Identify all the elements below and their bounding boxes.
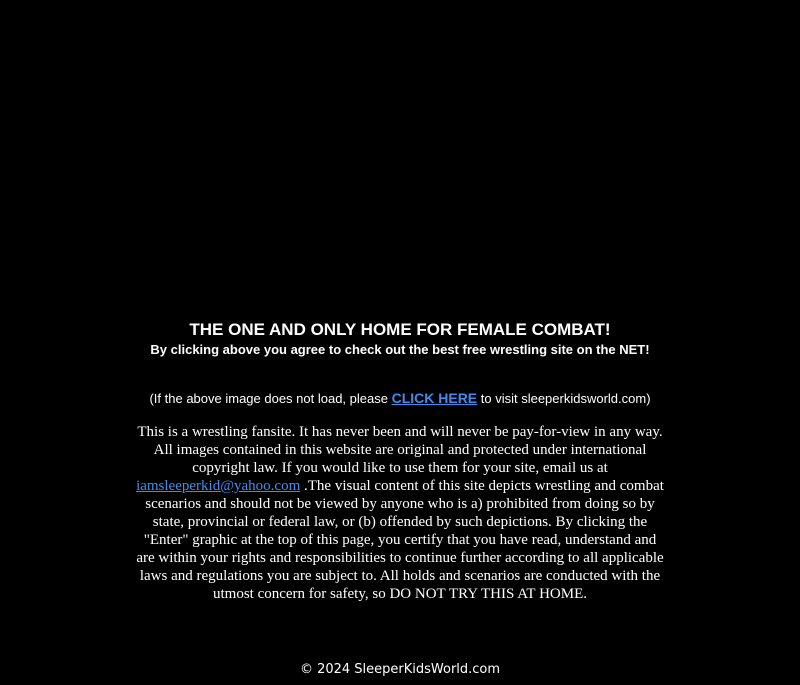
copyright-footer: © 2024 SleeperKidsWorld.com — [299, 662, 501, 677]
agreement-subline: By clicking above you agree to check out the best free wrestling site on the NET! — [150, 342, 650, 357]
disclaimer-text — [133, 423, 667, 603]
enter-banner-area[interactable] — [0, 0, 800, 310]
disclaimer-text-before: This is a wrestling fansite. It has never been and will never be pay-for-view in any way. All images contained in this website are original and protected under international copyright law. If you would like to use them for your site, email us at — [137, 424, 663, 476]
email-link[interactable]: iamsleeperkid@yahoo.com — [136, 478, 301, 494]
fallback-notice — [0, 389, 800, 408]
fallback-text-before: (If the above image does not load, please — [149, 391, 392, 406]
click-here-link[interactable]: CLICK HERE — [391, 390, 478, 406]
headline: THE ONE AND ONLY HOME FOR FEMALE COMBAT! — [189, 320, 611, 339]
fallback-text-after: to visit sleeperkidsworld.com) — [477, 391, 651, 406]
disclaimer-text-after: .The visual content of this site depicts wrestling and combat scenarios and should not be viewed by anyone who is a) prohibited from doing so by state, provincial or federal law, or (b) offended by such depictions. By clicking the "Enter" graphic at the top of this page, you certify that you have read, understand and are within your rights and responsibilities to continue further according to all applicable laws and regulations you are subject to. All holds and scenarios are conducted with the utmost concern for safety, so DO NOT TRY THIS AT HOME. — [136, 478, 664, 602]
